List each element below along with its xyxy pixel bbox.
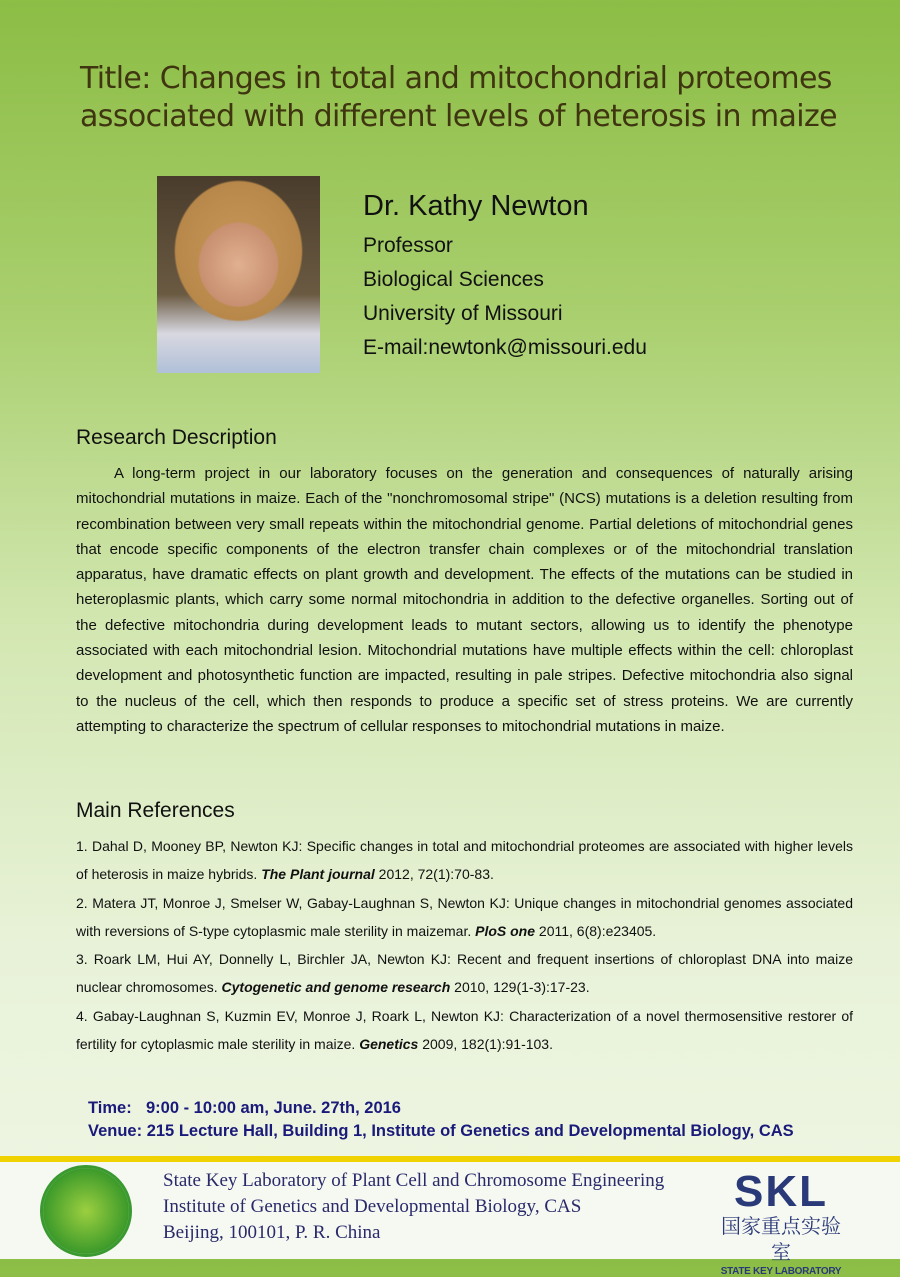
research-description: A long-term project in our laboratory focuses on the generation and consequences of naturally arising mitochondrial mutations in maize. Each of the "nonchromosomal stripe" (NCS) mutations is a deletion resulting from recombination between very small repeats within the mitochondrial genome. Partial deletions of mitochondrial genes that encode specific components of the electron transfer chain complexes or of the mitochondrial translation apparatus, have dramatic effects on plant growth and development. The effects of the mutations can be studied in heteroplasmic plants, which carry some normal mitochondria in addition to the defective organelles. Sorting out of the defective mitochondria during development leads to mutant sectors, allowing us to identify the phenotype associated with each mitochondrial lesion. Mitochondrial mutations have multiple effects within the cell: chloroplast development and photosynthetic function are impacted, resulting in pale stripes. Defective mitochondria also signal to the nucleus of the cell, which then responds to produce a specific set of stress proteins. We are currently attempting to characterize the spectrum of cellular responses to mitochondrial mutations in maize.	[76, 465, 853, 735]
reference-item	[76, 889, 853, 946]
lab-emblem-logo	[40, 1165, 132, 1257]
speaker-photo	[157, 176, 320, 373]
reference-text: 2. Matera JT, Monroe J, Smelser W, Gabay-Laughnan S, Newton KJ: Unique changes in mitochondrial genomes associated with reversions of S-type cytoplasmic male sterility in maizemar.	[76, 894, 853, 939]
research-heading: Research Description	[76, 426, 277, 449]
footer-lab-name: State Key Laboratory of Plant Cell and Chromosome Engineering	[163, 1170, 665, 1191]
speaker-info	[363, 190, 647, 365]
reference-journal: PloS one	[475, 922, 536, 939]
reference-item	[76, 1002, 853, 1059]
speaker-name: Dr. Kathy Newton	[363, 190, 589, 222]
skl-logo-mark: SKL	[734, 1167, 828, 1216]
skl-english-name: STATE KEY LABORATORY	[720, 1266, 842, 1277]
references-list	[76, 832, 853, 1058]
title-line: Title: Changes in total and mitochondrial proteomes	[80, 61, 832, 96]
skl-chinese-name: 国家重点实验室	[721, 1216, 841, 1264]
reference-item	[76, 945, 853, 1002]
event-venue: 215 Lecture Hall, Building 1, Institute of Genetics and Developmental Biology, CAS	[146, 1122, 794, 1140]
speaker-university: University of Missouri	[363, 302, 563, 325]
event-details	[88, 1097, 794, 1143]
reference-item	[76, 832, 853, 889]
footer-address	[163, 1168, 664, 1246]
footer-city: Beijing, 100101, P. R. China	[163, 1222, 381, 1243]
skl-logo	[712, 1167, 850, 1277]
reference-citation: 2011, 6(8):e23405.	[535, 922, 657, 939]
footer-institute: Institute of Genetics and Developmental Biology, CAS	[163, 1196, 582, 1217]
reference-journal: The Plant journal	[261, 866, 375, 883]
speaker-email: E-mail:newtonk@missouri.edu	[363, 336, 647, 359]
reference-citation: 2012, 72(1):70-83.	[374, 866, 494, 883]
time-label: Time:	[88, 1099, 132, 1117]
reference-journal: Cytogenetic and genome research	[221, 979, 451, 996]
reference-text: 3. Roark LM, Hui AY, Donnelly L, Birchler JA, Newton KJ: Recent and frequent insertions of chloroplast DNA into maize nuclear chromosomes.	[76, 951, 853, 996]
reference-citation: 2009, 182(1):91-103.	[418, 1036, 553, 1053]
talk-title	[80, 60, 880, 136]
reference-journal: Genetics	[359, 1036, 419, 1053]
title-line: associated with different levels of heterosis in maize	[80, 99, 838, 134]
references-heading: Main References	[76, 799, 235, 822]
speaker-department: Biological Sciences	[363, 268, 544, 291]
reference-citation: 2010, 129(1-3):17-23.	[450, 979, 590, 996]
event-time: 9:00 - 10:00 am, June. 27th, 2016	[146, 1099, 401, 1117]
speaker-position: Professor	[363, 234, 453, 257]
reference-text: 4. Gabay-Laughnan S, Kuzmin EV, Monroe J, Roark L, Newton KJ: Characterization of a novel thermosensitive restorer of fertility for cytoplasmic male sterility in maize.	[76, 1007, 853, 1053]
reference-text: 1. Dahal D, Mooney BP, Newton KJ: Specific changes in total and mitochondrial proteomes are associated with higher levels of heterosis in maize hybrids.	[76, 838, 853, 883]
venue-label: Venue:	[88, 1122, 143, 1140]
